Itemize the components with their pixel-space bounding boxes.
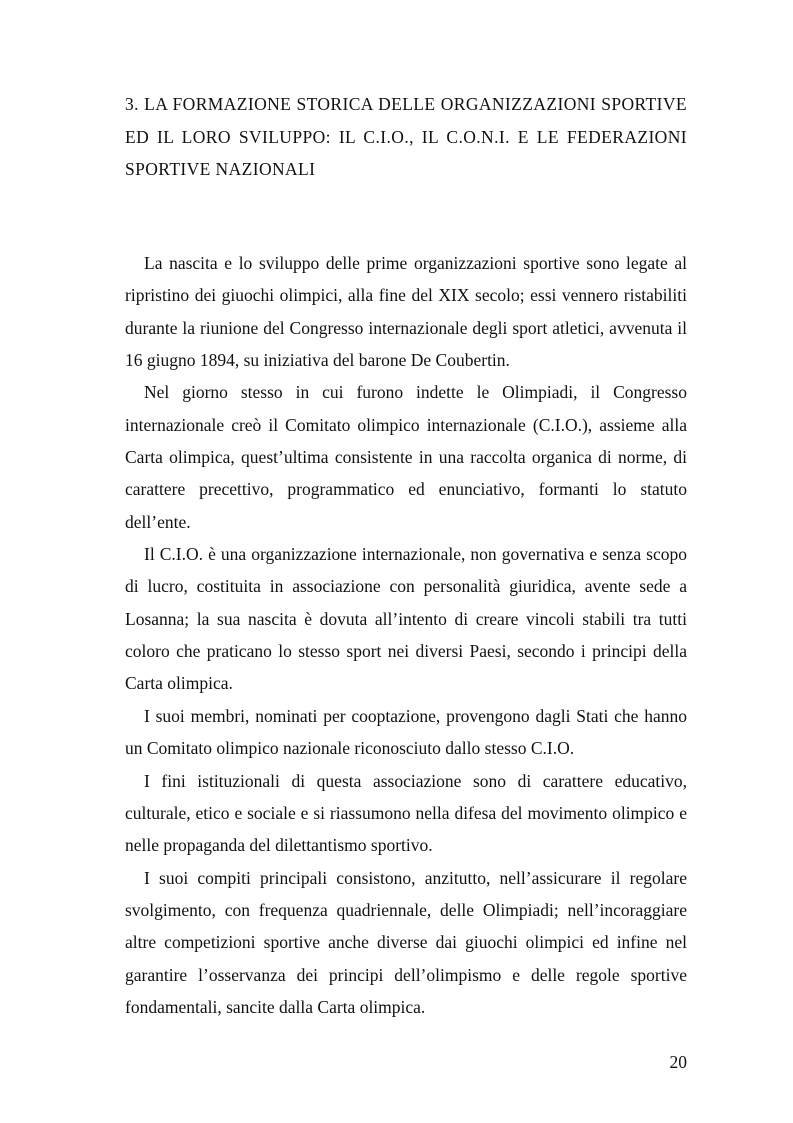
- paragraph-5: I fini istituzionali di questa associazione sono di carattere educativo, culturale, etico e sociale e si riassumono nella difesa del movimento olimpico e nelle propaganda del dilettantismo sportivo.: [125, 770, 687, 856]
- section-heading: 3. LA FORMAZIONE STORICA DELLE ORGANIZZAZIONI SPORTIVE ED IL LORO SVILUPPO: IL C.I.O., IL C.O.N.I. E LE FEDERAZIONI SPORTIVE NAZIONALI: [125, 94, 687, 179]
- paragraph-1: La nascita e lo sviluppo delle prime organizzazioni sportive sono legate al ripristino dei giuochi olimpici, alla fine del XIX secolo; essi vennero ristabiliti durante la riunione del Congresso internazionale degli sport atletici, avvenuta il 16 giugno 1894, su iniziativa del barone De Coubertin.: [125, 253, 687, 371]
- paragraph-4: I suoi membri, nominati per cooptazione, provengono dagli Stati che hanno un Comitato olimpico nazionale riconosciuto dallo stesso C.I.O.: [125, 705, 687, 759]
- paragraph-3: Il C.I.O. è una organizzazione internazionale, non governativa e senza scopo di lucro, costituita in associazione con personalità giuridica, avente sede a Losanna; la sua nascita è dovuta all’intento di creare vincoli stabili tra tutti coloro che praticano lo stesso sport nei diversi Paesi, secondo i principi della Carta olimpica.: [125, 544, 687, 694]
- paragraph-6: I suoi compiti principali consistono, anzitutto, nell’assicurare il regolare svolgimento, con frequenza quadriennale, delle Olimpiadi; nell’incoraggiare altre competizioni sportive anche diverse dai giuochi olimpici ed infine nel garantire l’osservanza dei principi dell’olimpismo e delle regole sportive fondamentali, sancite dalla Carta olimpica.: [125, 867, 687, 1017]
- body-text: [125, 247, 687, 1023]
- paragraph-2: Nel giorno stesso in cui furono indette le Olimpiadi, il Congresso internazionale creò il Comitato olimpico internazionale (C.I.O.), assieme alla Carta olimpica, quest’ultima consistente in una raccolta organica di norme, di carattere precettivo, programmatico ed enunciativo, formanti lo statuto dell’ente.: [125, 382, 687, 532]
- page-number: 20: [669, 1052, 687, 1072]
